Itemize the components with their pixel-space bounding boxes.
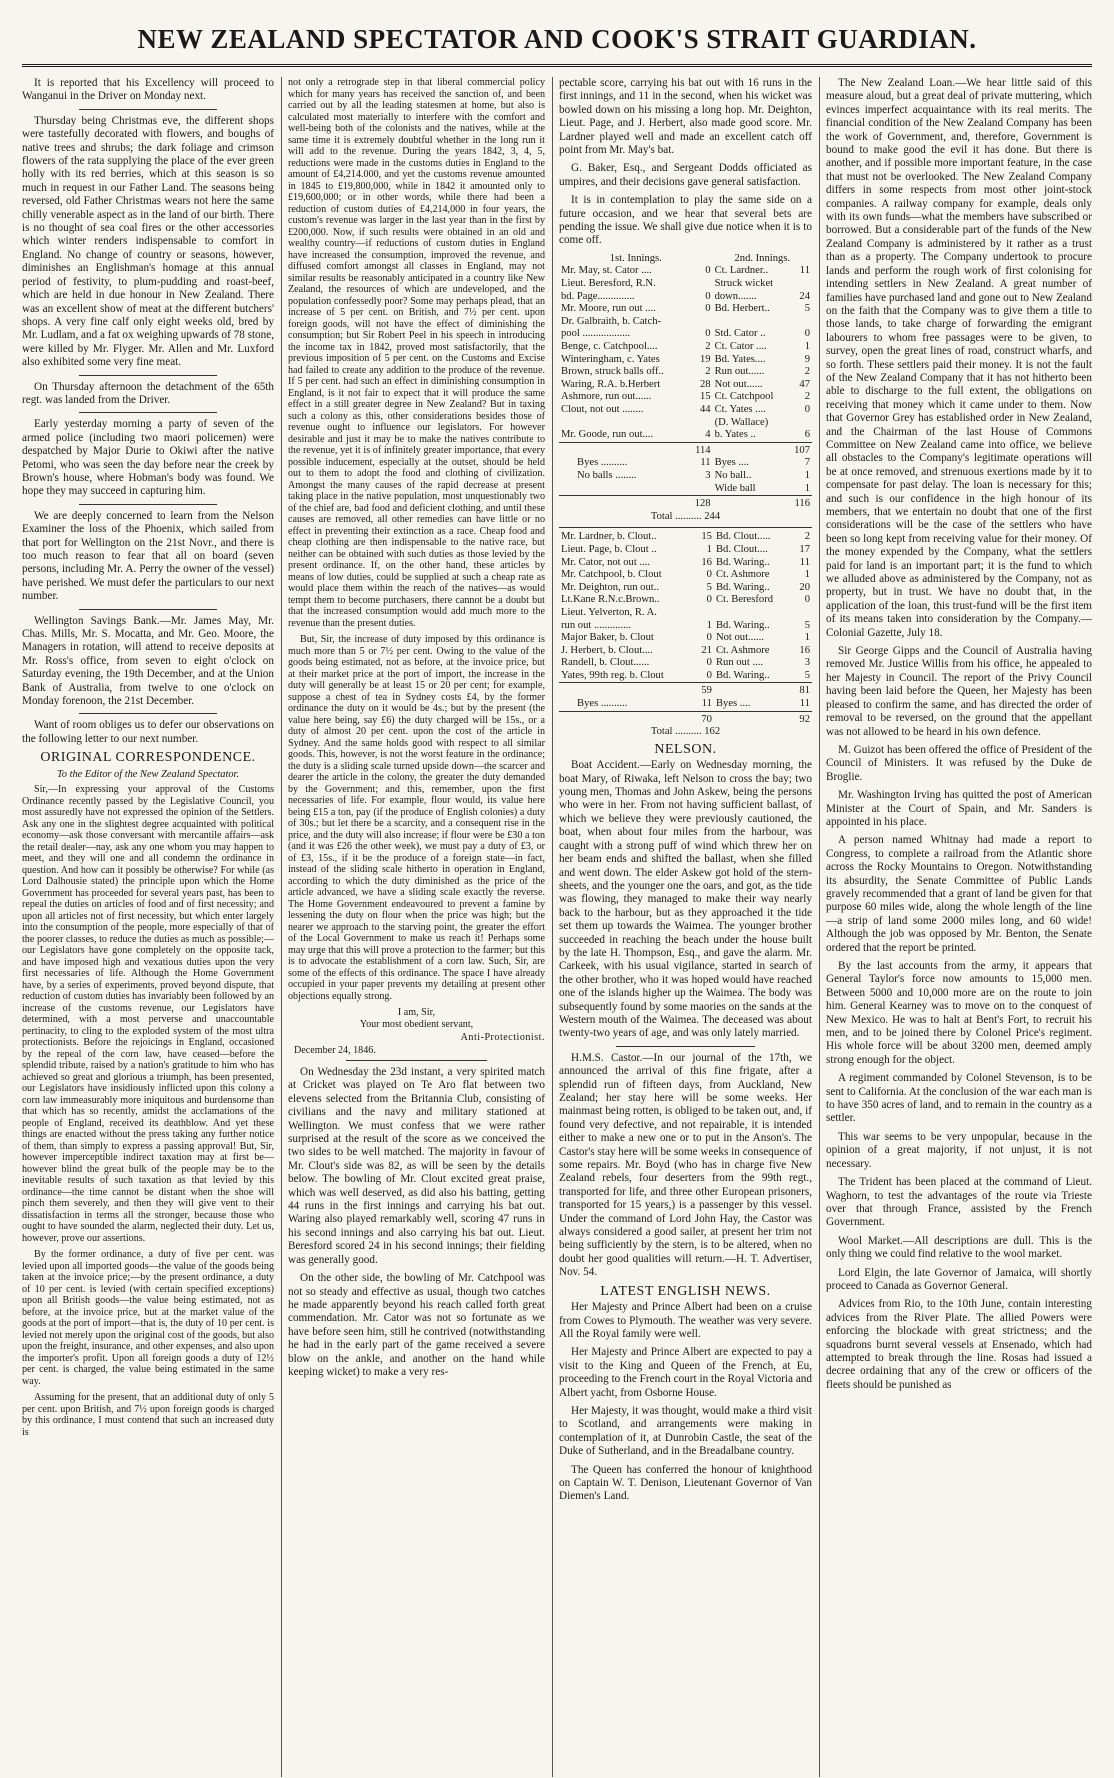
score-value: 15	[701, 531, 712, 543]
score-value: 21	[701, 644, 712, 656]
separator	[346, 1060, 487, 1061]
score-value: 20	[799, 581, 810, 593]
batsman-entry: J. Herbert, b. Clout....	[561, 644, 653, 656]
paragraph: Want of room obliges us to defer our observations on the following letter to our next number.	[22, 719, 274, 745]
score-value: 15	[699, 391, 711, 403]
dismissal-entry	[714, 607, 790, 620]
subtotal: 114	[691, 442, 713, 457]
paragraph: We are deeply concerned to learn from the Nelson Examiner the loss of the Phoenix, which sailed from that port for Wellington on the 21st Novr., and there is too much reason to fear that all on board (seven persons, including Mr. A. Perry the owner of the vessel) have perished. We must defer the particulars to our next number.	[22, 509, 274, 603]
batsman-entry: Brown, struck balls off..	[561, 366, 664, 378]
batsman-entry: Lieut. Yelverton, R. A.	[561, 606, 657, 618]
scorecard-row	[559, 557, 812, 570]
scorecard-row	[559, 544, 812, 557]
dismissal-entry: Ct. Beresford	[715, 594, 774, 606]
score-value: 11	[799, 556, 810, 568]
paragraph: pectable score, carrying his bat out with 16 runs in the first innings, and 11 in the second, when his wicket was bowled down on his missing a long hop. Mr. Deighton, Lieut. Page, and J. Herbert, also made good score. Mr. Lardner played well and made an excellent catch off point from Mr. May's bat.	[559, 77, 812, 157]
extras-value: 7	[804, 457, 810, 469]
score-value: 6	[804, 429, 810, 441]
score-value: 0	[706, 669, 712, 681]
separator	[79, 375, 218, 376]
scorecard-row	[559, 278, 812, 291]
column-rule	[819, 77, 820, 1777]
score-value: 0	[705, 303, 711, 315]
column-2	[288, 77, 545, 1777]
paragraph: Advices from Rio, to the 10th June, contain interesting advices from the River Plate. The allied Powers were enforcing the blockade with great strictness; and the squadrons burnt several vessels at Ensenado, which had attempted to break through the line. Rosas had issued a decree ordaining that any of the crew or officers of the fleets should be punished as	[826, 1298, 1092, 1391]
extras-label: Wide ball	[714, 482, 756, 494]
scorecard-rows	[559, 265, 812, 442]
dismissal-entry: Bd. Yates....	[714, 353, 766, 365]
score-value: 19	[699, 353, 711, 365]
score-value: 5	[804, 303, 810, 315]
dismissal-entry: Bd. Clout....	[715, 543, 768, 555]
paragraph: A regiment commanded by Colonel Stevenson, is to be sent to California. At the conclusion of the war each man is to have 350 acres of land, and to remain in the country as a settler.	[826, 1072, 1092, 1125]
score-value: 1	[706, 543, 712, 555]
extras-value: 1	[804, 482, 810, 494]
paragraph: A person named Whitnay had made a report to Congress, to complete a railroad from the Atlantic shore across the Rocky Mountains to Oregon. Notwithstanding its absurdity, the Senate Committee of Public Lands gravely recommended that a grant of land be given for that purpose 60 miles wide, along the whole length of the line—a strip of land some 2000 miles long, and 60 wide! Although the job was opposed by Mr. Benton, the Senate ordered that the report be printed.	[826, 834, 1092, 954]
column-1	[22, 77, 274, 1777]
section-heading: LATEST ENGLISH NEWS.	[600, 1283, 771, 1299]
separator	[559, 527, 812, 528]
score-value: 0	[706, 657, 712, 669]
batsman-entry: Clout, not out ........	[561, 404, 644, 415]
innings-header: 1st. Innings.	[609, 252, 662, 264]
score-value: 3	[804, 657, 810, 669]
extras-value: 3	[705, 469, 711, 481]
batsman-entry: pool ..................	[561, 328, 631, 340]
batsman-entry: Waring, R.A. b.Herbert	[561, 378, 661, 390]
letter-body: But, Sir, the increase of duty imposed by this ordinance is much more than 5 or 7½ per cent. Owing to the value of the goods being estimated, not as before, at the invoice price, but at their market price at the port of import, the increase in the duty will generally be at least 15 or 20 per cent; for example, suppose a chest of tea in Sydney costs £4, by the former ordinance the duty on it would be 4s.; but by the present (the value here being, say £6) the duty charged will be 15s., or a duty of almost 20 per cent. upon the cost of the article in Sydney. And the same holds good with respect to all similar goods. This, however, is not the worst feature in the ordinance; the duty is a sliding scale turned upside down—the scarcer and dearer the article in the colony, the greater the duty demanded by the Government; and this, remember, upon the first necessaries of life. For example, flour would, its value here being £15 a ton, pay (if the produce of English colonies) a duty of 30s.; but let there be a scarcity, and a consequent rise in the price, and the duty will also increase; if flour were be £30 a ton (and it was £26 the other week), we must pay a duty of £3, or of £3, 15s., if it be the produce of a foreign state—in fact, instead of the sliding scale hitherto in operation in England, according to which the duty diminished as the price of the article advanced, we have a sliding scale exactly the reverse. The Home Government endeavoured to prevent a famine by lessening the duty on flour when the price was high; but the nearer we approach to the starving point, the greater the effort of the Local Government to make us reach it! Perhaps some may urge that this will prove a protection to the farmer; but this is to advocate the establishment of a corn law. Such, Sir, are some of the effects of this ordinance. The space I have already occupied in your paper prevents my detailing at present other objections equally strong.	[288, 634, 545, 1002]
score-value	[790, 607, 812, 620]
paragraph: Mr. Washington Irving has quitted the post of American Minister at the Court of Spain, and Mr. Sanders is appointed in his place.	[826, 789, 1092, 828]
paragraph: Wellington Savings Bank.—Mr. James May, Mr. Chas. Mills, Mr. S. Mocatta, and Mr. Geo. Moore, the Managers in rotation, will attend to receive deposits at Mr. Ross's office, from seven to eight o'clock on Saturday evening, the 19th December, and at the Union Bank of Australia, from twelve to one o'clock on Monday forenoon, the 21st December.	[22, 614, 274, 708]
subtotal: 81	[790, 683, 812, 698]
batsman-entry: Lieut. Beresford, R.N.	[561, 278, 656, 290]
batsman-entry: Dr. Galbraith, b. Catch-	[561, 315, 662, 327]
paragraph: Her Majesty and Prince Albert had been on a cruise from Cowes to Plymouth. The weather was very severe. All the Royal family were well.	[559, 1301, 812, 1340]
innings-total: 92	[790, 711, 812, 726]
scorecard-row	[559, 429, 812, 442]
letter-body: not only a retrograde step in that liberal commercial policy which for many years has received the sanction of, and been carried out by all the leading statesmen at home, but also is calculated most materially to interfere with the comfort and well-being both of the colonists and the natives, while at the same time it is extremely doubtful whether in the long run it will add to the revenue. During the years 1842, 3, 4, 5, reductions were made in the customs duties in England to the amount of £4,214.000, and yet the customs revenue amounted in 1845 to £19,800,000, while in 1842 it amounted only to £19,600,000; or in other words, while there had been a reduction of custom duties of £4,214,000 in four years, the custom's revenue was larger in the last year than in the first by £200,000. Now, if such results were obtained in an old and wealthy country—if reductions of custom duties in England have increased the consumption, improved the revenue, and diffused comfort amongst all classes in England, may not similar results be reasonably anticipated in a country like New Zealand, the resources of which are undeveloped, and the population confessedly poor? Some may perhaps plead, that an increase of 5 per cent. on British, and 7½ per cent. upon foreign goods, will not have the effect of diminishing the consumption; but Sir Robert Peel in his speech in introducing the income tax in 1842, proved most satisfactorily, that the previous imposition of 5 per cent. on the Customs and Excise had failed to create any addition to the produce of the revenue. If 5 per cent. had such an effect in diminishing consumption in England, is it not fair to expect that it will produce the same effect in a still greater degree in New Zealand? But in taxing such a colony as this, other considerations besides those of revenue ought to influence our legislators. For however desirable and just it may be to make the natives contribute to the revenue, yet it is of infinitely greater importance, that every possible inducement, especially at the outset, should be held out to them to adopt the food and clothing of civilization. Amongst the many causes of the rapid decrease at present taking place in the native population, most unquestionably two of the chief are, bad food and deficient clothing, and until these causes are removed, all other remedies can have little or no effect in preventing their extinction as a race. Cheap food and cheap clothing are then indispensable to the native race, but neither can be obtained with such duties as those levied by the present ordinance. If, on the other hand, these articles by means of low duties, could be supplied at such a cheap rate as would place them within the reach of the natives—as would tempt them to become purchasers, there cannot be a doubt but that the increased consumption would add much more to the revenue than the present duties.	[288, 77, 545, 629]
score-value: 2	[705, 366, 711, 378]
paragraph: On Wednesday the 23d instant, a very spirited match at Cricket was played on Te Aro flat between two elevens selected from the Britannia Club, consisting of civilians and the navy and military stationed at Wellington. We must confess that we were rather surprised at the result of the score as we conceived the two sides to be well matched. The majority in favour of Mr. Clout's side was 82, as will be seen by the details below. The bowling of Mr. Clout excited great praise, which was well deserved, as did also his batting, getting 44 runs in the first innings and carrying his bat out. Waring also played remarkably well, scoring 47 runs in his second innings and also carrying his bat out. Lieut. Beresford scored 24 in his second innings; their fielding was generally good.	[288, 1066, 545, 1266]
cricket-scorecard-1	[559, 253, 812, 523]
letter-body: Sir,—In expressing your approval of the Customs Ordinance recently passed by the Legislative Council, you most assuredly have not expressed the opinion of the Settlers. Ask any one in the slightest degree acquainted with political economy—ask those conversant with mercantile affairs—ask the retail dealer—nay, ask any one whom you may happen to meet, and they will one and all condemn the ordinance in question. And how can it possibly be otherwise? For while (as Lord Dalhousie stated) the principle upon which the Home Government has proceeded for several years past, has been to repeal the duties on articles of food and of first necessity; and upon all articles not of first necessity, but which enter largely into the consumption of the people, more especially of that of the poorer classes, to reduce the duties as much as possible;—our Legislators have gone completely on the opposite tack, and have imposed high and vexatious duties upon the very first necessaries of life. Although the Home Government have, by a series of experiments, proved beyond dispute, that reduction of custom duties has invariably been followed by an increase of the customs revenue, our Legislators have determined, with a most perverse and unaccountable pertinacity, to cling to the exploded system of the most ultra protectionists. Before the rejoicings in England, occasioned by the repeal of the corn law, have ceased—before the splendid tribute, raised by a nation's gratitude to him who has achieved so great and glorious a triumph, has been presented, our Legislators have insidiously inflicted upon this colony a corn law immeasurably more iniquitous and burdensome than that which has so recently, amidst the acclamations of the people of England, received its deathblow. And yet these things are enacted without the press taking any further notice of them, than simply to express a passing approval! But, Sir, however imperceptible indirect taxation may at first be—however blind the great bulk of the people may be to the inevitable results of such taxation as that levied by this ordinance—the time cannot be distant when the shoe will pinch them severely, and then they will give vent to their dissatisfaction in terms all the stronger, because those who ought to have sounded the alarm, neglected their duty. Let us, however, prove our assertions.	[22, 784, 274, 1244]
separator	[616, 1046, 755, 1047]
dismissal-entry: Std. Cator ..	[714, 328, 766, 340]
scorecard-row	[559, 354, 812, 367]
score-value: 0	[706, 632, 712, 644]
paragraph: Early yesterday morning a party of seven of the armed police (including two maori policemen) were despatched by Major Durie to Okiwi after the native Petomi, who was seen the day before near the creek by Brown's house, where Hobman's body was found. We hope they may succeed in capturing him.	[22, 418, 274, 498]
scorecard-row	[559, 531, 812, 544]
dismissal-entry: Bd. Waring..	[715, 581, 770, 593]
paragraph: The Queen has conferred the honour of knighthood on Captain W. T. Denison, Lieutenant Governor of Van Diemen's Land.	[559, 1463, 812, 1503]
score-value: 47	[799, 378, 810, 390]
score-value: 0	[705, 328, 711, 340]
extras-value: 11	[700, 457, 711, 469]
batsman-entry: Winteringham, c. Yates	[561, 353, 660, 365]
score-value: 28	[699, 378, 711, 390]
batsman-entry: Mr. Moore, run out ....	[561, 303, 656, 315]
batsman-entry: bd. Page..............	[561, 290, 635, 302]
dismissal-entry: Ct. Ashmore	[715, 644, 770, 656]
paragraph: This war seems to be very unpopular, because in the opinion of a great majority, if not unjust, it is not necessary.	[826, 1130, 1092, 1170]
scorecard-row	[559, 404, 812, 417]
match-total: Total .......... 162	[650, 726, 721, 738]
extras-label: Byes ..........	[577, 457, 628, 469]
score-value	[790, 316, 812, 329]
dismissal-entry: Bd. Waring..	[715, 556, 770, 568]
paragraph: Her Majesty, it was thought, would make a third visit to Scotland, and arrangements were making in contemplation of it, at Dunrobin Castle, the seat of the Duke of Sutherland, and in the Breadalbane country.	[559, 1404, 812, 1458]
score-value: 1	[804, 341, 810, 353]
section-heading: ORIGINAL CORRESPONDENCE.	[40, 750, 256, 766]
separator	[79, 109, 218, 110]
scorecard-row	[559, 291, 812, 304]
paragraph: H.M.S. Castor.—In our journal of the 17th, we announced the arrival of this fine frigate, after a splendid run of fifteen days, from Auckland, New Zealand; her stay here will be some weeks. Her mainmast being rotten, is obliged to be taken out, and, if found very defective, and not repairable, it is intended either to make a new one or to put in the Anson's. The Castor's stay here will be some weeks in consequence of some repairs. Mr. Boyd (who has in charge five New Zealand rebels, four deserters from the 99th regt., transported for life, and three other European prisoners, transported for 15 years,) is a passenger by this vessel. Under the command of Lord John Hay, the Castor was always considered a good sailer, at present her trim not being sufficiently by the stern, is to be altered, when no doubt her good qualities will return.—H. T. Advertiser, Nov. 54.	[559, 1051, 812, 1279]
score-value: 1	[706, 619, 712, 631]
scorecard-row	[559, 391, 812, 404]
separator	[79, 713, 218, 714]
extras-label: No ball..	[714, 469, 752, 481]
scorecard-row	[559, 379, 812, 392]
score-value	[692, 607, 714, 620]
batsman-entry: Mr. Lardner, b. Clout..	[561, 531, 657, 543]
subtotal: 59	[692, 683, 714, 698]
score-value: 2	[804, 366, 810, 378]
columns	[22, 77, 1092, 1777]
dismissal-entry: Ct. Yates ....	[714, 404, 766, 415]
batsman-entry: Mr. Catchpool, b. Clout	[561, 569, 662, 581]
scorecard-row	[559, 328, 812, 341]
dismissal-entry: (D. Wallace)	[714, 416, 769, 428]
score-value: 0	[804, 404, 810, 415]
letter-body: By the former ordinance, a duty of five per cent. was levied upon all imported goods—the value of the goods being taken at the invoice price;—by the present ordinance, a duty of 10 per cent. is levied (with certain specified exceptions) upon all British goods—the value being estimated, not as before, at the invoice price, but at the market value of the goods at the port of import—that is, the duty of 10 per cent. is levied not merely upon the original cost of the goods, but also upon the freight, insurance, and other expenses, and also upon the importer's profit. Upon all foreign goods a duty of 12½ per cent. is charged, the value being estimated in the same way.	[22, 1249, 274, 1387]
extras-label: Byes ....	[715, 698, 751, 710]
batsman-entry: Mr. Goode, run out....	[561, 429, 654, 441]
paragraph: Boat Accident.—Early on Wednesday morning, the boat Mary, of Riwaka, left Nelson to cross the bay; two young men, Thomas and John Askew, being the persons who were in her. From not having sufficient ballast, of which we believe they were previously cautioned, the boat, when about four miles from the harbour, was caught with a strong puff of wind which threw her on her beam ends and shifted the ballast, when she filled and went down. The elder Askew got hold of the stern-sheets, and the younger one the oars, and got, as the tide was flowing, they managed to make their way nearly back to the harbour, but as they approached it the tide set them up towards the Waimea. The younger brother succeeded in reaching the beach under the house built by the late H. Thompson, Esq., and gave the alarm. Mr. Carkeek, with his usual vigilance, started in search of the other brother, who it was hoped would have reached one of the islands higher up the Waimea. The body was subsequently found by some maories on the sands at the Western mouth of the Waimea. The deceased was about twenty-two years of age, and was only lately married.	[559, 759, 812, 1040]
letter-closing: I am, Sir,	[397, 1007, 436, 1018]
score-value: 2	[804, 391, 810, 403]
scorecard-row	[559, 341, 812, 354]
score-value: 0	[706, 594, 712, 606]
batsman-entry: Lieut. Page, b. Clout ..	[561, 543, 657, 555]
score-value: 11	[799, 265, 810, 277]
batsman-entry: Randell, b. Clout......	[561, 657, 650, 669]
score-value	[790, 278, 812, 291]
score-value: 0	[705, 265, 711, 277]
scorecard-row	[559, 366, 812, 379]
batsman-entry: Lt.Kane R.N.c.Brown..	[561, 594, 660, 606]
letter-body: Assuming for the present, that an additional duty of only 5 per cent. upon British, and 7½ upon foreign goods is charged by this ordinance, I must contend that such an increased duty is	[22, 1392, 274, 1438]
paragraph: G. Baker, Esq., and Sergeant Dodds officiated as umpires, and their decisions gave general satisfaction.	[559, 162, 812, 188]
dismissal-entry: Bd. Clout.....	[715, 531, 771, 543]
score-value: 5	[804, 669, 810, 681]
scorecard-row	[559, 316, 812, 329]
batsman-entry: Major Baker, b. Clout	[561, 632, 654, 644]
score-value: 2	[804, 531, 810, 543]
extras-value: 1	[804, 469, 810, 481]
scorecard-row	[559, 632, 812, 645]
paragraph: Lord Elgin, the late Governor of Jamaica, will shortly proceed to Canada as Governor General.	[826, 1266, 1092, 1292]
letter-closing: Your most obedient servant,	[359, 1018, 474, 1030]
paragraph: On Thursday afternoon the detachment of the 65th regt. was landed from the Driver.	[22, 380, 274, 406]
score-value: 9	[804, 353, 810, 365]
extras-label: Byes ..........	[577, 698, 628, 710]
dismissal-entry: down.......	[714, 290, 757, 302]
scorecard-row	[559, 265, 812, 278]
score-value: 24	[799, 290, 810, 302]
dismissal-entry: Run out......	[714, 366, 765, 378]
dismissal-entry: Bd. Waring..	[715, 619, 770, 631]
dismissal-entry: Ct. Cator ....	[714, 341, 767, 353]
score-value: 16	[799, 644, 810, 656]
paragraph: M. Guizot has been offered the office of President of the Council of Ministers. It was refused by the Duke de Broglie.	[826, 743, 1092, 783]
batsman-entry: Mr. Cator, not out ....	[561, 556, 651, 568]
dismissal-entry: b. Yates ..	[714, 429, 756, 441]
dismissal-entry: Not out......	[714, 378, 763, 390]
batsman-entry: Benge, c. Catchpool....	[561, 341, 658, 353]
paragraph: Wool Market.—All descriptions are dull. This is the only thing we could find relative to the wool market.	[826, 1234, 1092, 1261]
innings-total: 116	[790, 496, 812, 511]
dismissal-entry: Ct. Ashmore	[715, 569, 770, 581]
dismissal-entry: Bd. Waring..	[715, 669, 770, 681]
section-heading: NELSON.	[654, 741, 717, 757]
batsman-entry: Mr. May, st. Cator ....	[561, 265, 652, 277]
paragraph: Her Majesty and Prince Albert are expected to pay a visit to the King and Queen of the French, at Eu, proceeding to the French court in the Royal Victoria and Albert yacht, from Osborne House.	[559, 1346, 812, 1399]
separator	[79, 609, 218, 610]
scorecard-row	[559, 569, 812, 582]
letter-signature: Anti-Protectionist.	[460, 1032, 545, 1043]
letter-date: December 24, 1846.	[294, 1044, 376, 1056]
scorecard-row	[559, 670, 812, 683]
paragraph: By the last accounts from the army, it appears that General Taylor's force now amounts to 15,000 men. Between 5000 and 10,000 more are on the route to join him. General Kearney was to move on to the conquest of New Mexico. He was to halt at Bent's Fort, to recruit his men, and to be joined there by Colonel Price's regiment. His whole force will be about 3200 men, deemed amply strong enough for the object.	[826, 960, 1092, 1066]
dismissal-entry	[713, 316, 790, 329]
score-value: 17	[799, 543, 810, 555]
score-value: 0	[706, 569, 712, 581]
batsman-entry	[559, 417, 691, 430]
column-3	[559, 77, 812, 1777]
batsman-entry: Mr. Deighton, run out..	[561, 581, 659, 593]
dismissal-entry: Ct. Catchpool	[714, 391, 774, 403]
scorecard-row	[559, 594, 812, 607]
cricket-scorecard-2	[559, 531, 812, 739]
scorecard-row	[559, 607, 812, 620]
batsman-entry: run out ..............	[561, 619, 632, 631]
letter-addressee: To the Editor of the New Zealand Spectator.	[56, 768, 240, 780]
scorecard-row	[559, 303, 812, 316]
score-value: 0	[804, 328, 810, 340]
subtotal: 107	[790, 442, 812, 457]
scorecard-row	[559, 417, 812, 430]
dismissal-entry: Struck wicket	[714, 278, 774, 290]
dismissal-entry: Not out......	[715, 632, 764, 644]
score-value: 1	[804, 569, 810, 581]
scorecard-row	[559, 620, 812, 633]
batsman-entry: Ashmore, run out......	[561, 391, 652, 403]
innings-header: 2nd. Innings.	[734, 252, 791, 264]
masthead: NEW ZEALAND SPECTATOR AND COOK'S STRAIT GUARDIAN.	[22, 10, 1092, 67]
paragraph: Sir George Gipps and the Council of Australia having removed Mr. Justice Willis from his office, he appealed to her Majesty in Council. The report of the Privy Council having been laid before the Queen, her Majesty has been pleased to confirm the same, and has directed the order of removal to be reversed, on the ground that the appellant was not allowed to be heard in his own defence.	[826, 645, 1092, 738]
extras-value: 11	[799, 698, 810, 710]
score-value: 0	[804, 594, 810, 606]
score-value	[691, 278, 713, 291]
scorecard-row	[559, 657, 812, 670]
separator	[79, 504, 218, 505]
dismissal-entry: Run out ....	[715, 657, 764, 669]
extras-label: No balls ........	[577, 469, 637, 481]
score-value	[691, 316, 713, 329]
score-value: 5	[804, 619, 810, 631]
score-value: 0	[705, 290, 711, 302]
dismissal-entry: Ct. Lardner..	[714, 265, 769, 277]
paragraph: The Trident has been placed at the command of Lieut. Waghorn, to test the advantages of the route via Trieste over that through France, assisted by the French Government.	[826, 1176, 1092, 1229]
separator	[79, 412, 218, 413]
score-value: 5	[706, 581, 712, 593]
score-value: 4	[705, 429, 711, 441]
match-total: Total .......... 244	[650, 510, 721, 522]
score-value: 2	[705, 341, 711, 353]
paragraph: Thursday being Christmas eve, the different shops were tastefully decorated with flowers, and boughs of native trees and shrubs; the dark foliage and crimson flowers of the rata supplying the place of the ever green holly with its red berries, which at this season is so much in request in our Father Land. The seasons being reversed, old Father Christmas wears not here the same chilly venerable aspect as in the land of our birth. There is no thought of sea coal fires or the other accessories which winter renders indispensable to comfort in England. No change of country or seasons, however, diminishes an Englishman's homage at this annual period of festivity, to plum-pudding and roast-beef, which are held in due honour in New Zealand. There was an excellent show of meat at the different butchers' shops. A very fine calf only eight weeks old, bred by Mr. Ludlam, and a fat ox weighing upwards of 78 stone, were killed by Mr. Flyger. Mr. Allen and Mr. Luxford also exhibited some very fine meat.	[22, 114, 274, 369]
score-value	[790, 417, 812, 430]
score-value	[691, 417, 713, 430]
paragraph: The New Zealand Loan.—We hear little said of this measure aloud, but a great deal of private muttering, which evinces imperfect acquaintance with its real merits. The financial condition of the New Zealand Company has been the work of Government, and, therefore, Government is bound to make good the evil it has done. But there is another, and if possible more important feature, in the case that must not be overlooked. The New Zealand Company differs in some respects from most other joint-stock companies. A railway company for example, deals only with its own funds—what the members have subscribed or borrowed. But a considerable part of the funds of the New Zealand Company is administered by it rather as a trust than as a property. The Company undertook to procure lands and perform the rough work of first colonising for intending settlers in New Zealand. A great number of families have purchased land and gone out to New Zealand on the faith that the Company was to give them a title to those lands, to take charge of forwarding the emigrant labourers to whom free passages were to be given, to survey, open the great lines of road, construct wharfs, and so forth. These settlers paid their money. It is not the fault of the New Zealand Company that it has not hitherto been able to discharge to the full extent, the obligations on receiving that money which it came under to them. Now that Governor Grey has established order in New Zealand, and the Chairman of the last House of Commons Committee on New Zealand came into office, we believe all obstacles to the Company's legitimate operations will be at once removed, and strenuous exertions made by it to compensate for past delay. The loan is necessary for this; and such is our confidence in the high honour of its members, that we entertain no doubt that one of the first considerations will be the case of the settlers who have been so long kept from receiving value for their money. Of the money expended by the Company, what the settlers paid for land is an important part; it is the fund to which we alluded above as administered by the Company, not as property, but in trust. We have no doubt that, in the application of the loan, this trust-fund will be the first item of its means taken into consideration by the Company.—Colonial Gazette, July 18.	[826, 77, 1092, 639]
column-rule	[281, 77, 282, 1777]
scorecard-row	[559, 645, 812, 658]
innings-total: 70	[692, 711, 714, 726]
scorecard-row	[559, 582, 812, 595]
extras-label: Byes ....	[714, 457, 749, 469]
column-rule	[552, 77, 553, 1777]
column-4	[826, 77, 1092, 1777]
dismissal-entry: Bd. Herbert..	[714, 303, 770, 315]
innings-total: 128	[691, 496, 713, 511]
paragraph: It is reported that his Excellency will proceed to Wanganui in the Driver on Monday next.	[22, 77, 274, 103]
batsman-entry: Yates, 99th reg. b. Clout	[561, 669, 664, 681]
score-value: 16	[701, 556, 712, 568]
paragraph: On the other side, the bowling of Mr. Catchpool was not so steady and effective as usual, though two catches he made apparently beyond his reach called forth great commendation. Mr. Cator was not so fortunate as we have before seen him, still he contrived (notwithstanding he had in the early part of the game received a severe blow on the ankle, and another on the hand while keeping wicket) to make a very res-	[288, 1272, 545, 1378]
score-value: 1	[804, 632, 810, 644]
extras-value: 11	[701, 698, 712, 710]
paragraph: It is in contemplation to play the same side on a future occasion, and we hear that several bets are pending the issue. We shall give due notice when it is to come off.	[559, 194, 812, 247]
score-value: 44	[699, 404, 711, 415]
scorecard-rows	[559, 531, 812, 683]
